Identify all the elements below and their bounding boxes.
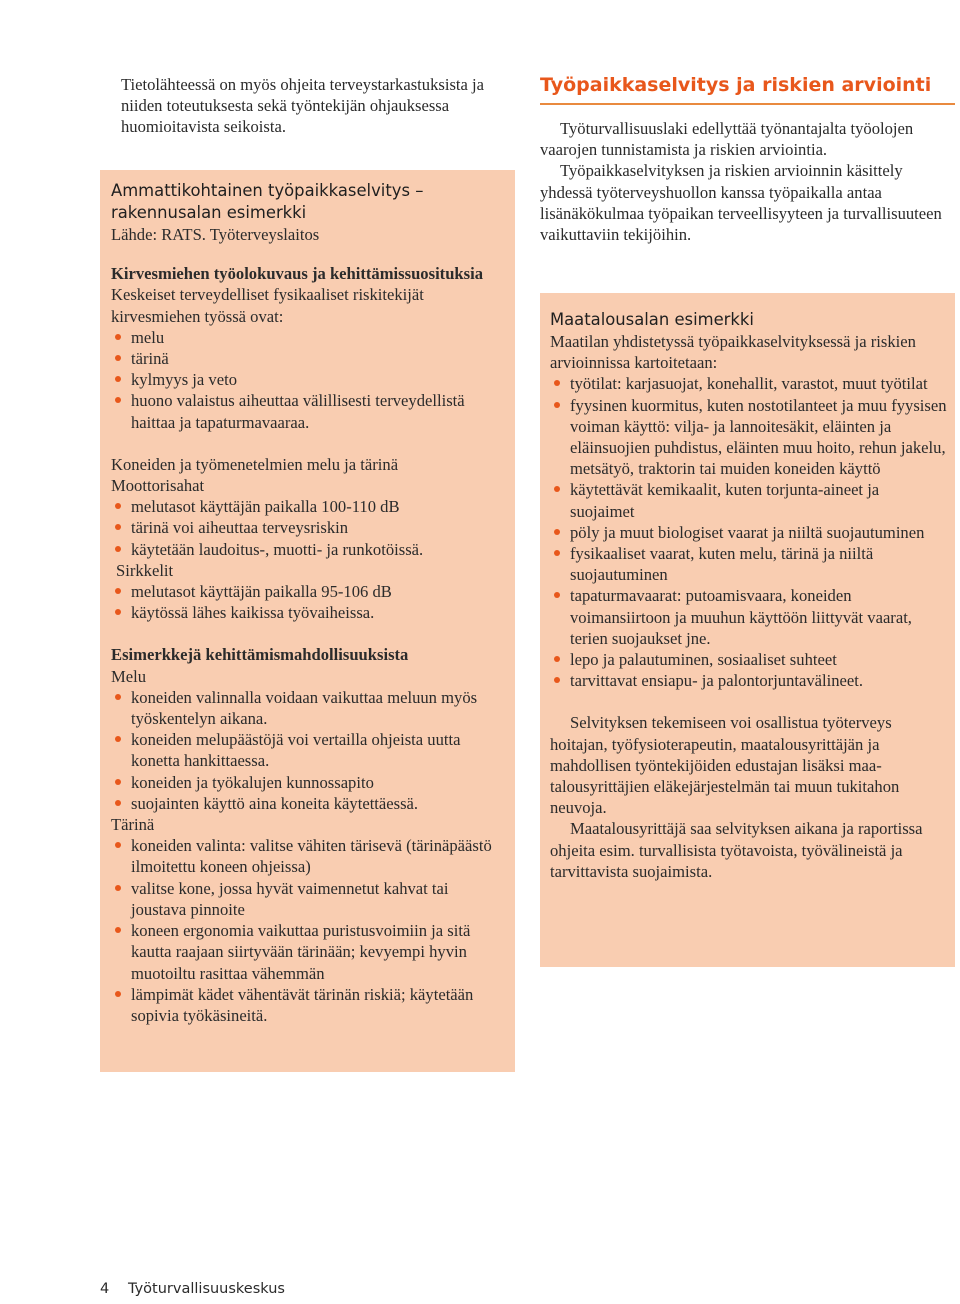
list-item: koneiden valinta: valitse vähiten tärisevä (tärinäpäästö ilmoitettu koneen ohjeissa) (111, 835, 505, 877)
box-title: Ammattikohtainen työpaikkaselvitys – rakennusalan esimerkki (111, 181, 424, 222)
list-item: lämpimät kädet vähentävät tärinän riskiä; käytetään sopivia työkäsineitä. (111, 984, 505, 1026)
paragraph: Maatalousyrittäjä saa selvityksen aikana ja raportissa ohjeita esim. turvallisista työtavoista, työvälineistä ja tarvittavista suojaimista. (550, 819, 923, 881)
construction-example-box (100, 170, 515, 1072)
page-footer (100, 1281, 285, 1297)
list-item: kylmyys ja veto (111, 369, 505, 390)
intro-paragraph: Tietolähteessä on myös ohjeita terveystarkastuksista ja niiden toteutuksesta sekä työntekijän ohjauksessa huomioitavista seikoista. (121, 75, 484, 137)
subheading: Melu (111, 666, 147, 686)
section-title: Työpaikkaselvitys ja riskien arviointi (540, 73, 955, 105)
paragraph: Selvityksen tekemiseen voi osallistua työterveys hoitajan, työfysioterapeutin, maatalousyrittäjän ja mahdollisen työntekijöiden edustajan lisäksi maatalousyrittäjien eläkejärjestelmän tai muun tukitahon neuvoja. (550, 713, 900, 818)
list-item: koneiden melupäästöjä voi vertailla ohjeista uutta konetta hankittaessa. (111, 729, 505, 771)
chainsaw-list (111, 496, 505, 560)
agriculture-example-box (540, 293, 955, 967)
list-item: koneiden valinnalla voidaan vaikuttaa meluun myös työskentelyn aikana. (111, 687, 505, 729)
list-item: tapaturmavaarat: putoamisvaara, koneiden voimansiirtoon ja muuhun käyttöön liittyvät vaarat, terien suojaukset jne. (550, 585, 947, 649)
survey-list (550, 373, 947, 691)
subheading: Tärinä (111, 815, 155, 835)
list-item: fyysinen kuormitus, kuten nostotilanteet ja muu fyysisen voiman käyttö: vilja- ja lannoitesäkit, eläinten ja eläinsuojien puhdistus, eläinten muu hoito, rehun jakelu, metsätyö, traktorin tai muiden koneiden käyttö (550, 395, 947, 480)
list-item: suojainten käyttö aina koneita käytettäessä. (111, 793, 505, 814)
list-item: tärinä (111, 348, 505, 369)
risk-list (111, 327, 505, 433)
list-item: käytettävät kemikaalit, kuten torjunta-aineet ja suojaimet (550, 479, 947, 521)
list-item: käytetään laudoitus-, muotti- ja runkotöissä. (111, 539, 505, 560)
list-item: tarvittavat ensiapu- ja palontorjuntavälineet. (550, 670, 947, 691)
list-item: melutasot käyttäjän paikalla 95-106 dB (111, 581, 505, 602)
box-title: Maatalousalan esimerkki (550, 310, 754, 329)
list-item: koneiden ja työkalujen kunnossapito (111, 772, 505, 793)
list-item: koneen ergonomia vaikuttaa puristusvoimiin ja sitä kautta raajaan siirtyvään tärinään; kevyempi hyvin muotoiltu rasittaa vähemmän (111, 920, 505, 984)
list-item: työtilat: karjasuojat, konehallit, varastot, muut työtilat (550, 373, 947, 394)
list-item: lepo ja palautuminen, sosiaaliset suhteet (550, 649, 947, 670)
section-heading: Koneiden ja työmenetelmien melu ja tärinä (111, 454, 399, 474)
source-line: Lähde: RATS. Työterveyslaitos (111, 225, 320, 244)
list-item: tärinä voi aiheuttaa terveysriskin (111, 517, 505, 538)
page-number: 4 (100, 1281, 110, 1297)
list-item: käytössä lähes kaikissa työvaiheissa. (111, 602, 505, 623)
subheading: Moottorisahat (111, 476, 205, 496)
paragraph: Työpaikkaselvityksen ja riskien arvioinnin käsittely yhdessä työterveyshuollon kanssa työpaikalla antaa lisänäkökulmaa työpaikan terveellisyyteen ja turvallisuuteen vaikuttaviin tekijöihin. (540, 161, 942, 245)
paragraph: Työturvallisuuslaki edellyttää työnantajalta työolojen vaarojen tunnistamista ja riskien arviointia. (540, 119, 914, 160)
vibration-list (111, 835, 505, 1026)
list-item: huono valaistus aiheuttaa välillisesti terveydellistä haittaa ja tapaturmavaaraa. (111, 390, 505, 432)
risk-assessment-text (540, 118, 952, 245)
list-item: melu (111, 327, 505, 348)
publisher-name: Työturvallisuuskeskus (128, 1281, 285, 1297)
section-heading: Kirvesmiehen työolokuvaus ja kehittämissuosituksia (111, 264, 484, 284)
section-heading: Esimerkkejä kehittämismahdollisuuksista (111, 645, 409, 665)
noise-list (111, 687, 505, 814)
subheading: Sirkkelit (116, 560, 174, 580)
list-item: melutasot käyttäjän paikalla 100-110 dB (111, 496, 505, 517)
list-item: fysikaaliset vaarat, kuten melu, tärinä ja niiltä suojautuminen (550, 543, 947, 585)
list-item: pöly ja muut biologiset vaarat ja niiltä suojautuminen (550, 522, 947, 543)
circular-saw-list (111, 581, 505, 623)
section-intro: Keskeiset terveydelliset fysikaaliset riskitekijät kirvesmiehen työssä ovat: (111, 285, 424, 326)
list-item: valitse kone, jossa hyvät vaimennetut kahvat tai joustava pinnoite (111, 878, 505, 920)
box-intro: Maatilan yhdistetyssä työpaikkaselvityksessä ja riskien arvioinnissa kartoitetaan: (550, 332, 916, 373)
